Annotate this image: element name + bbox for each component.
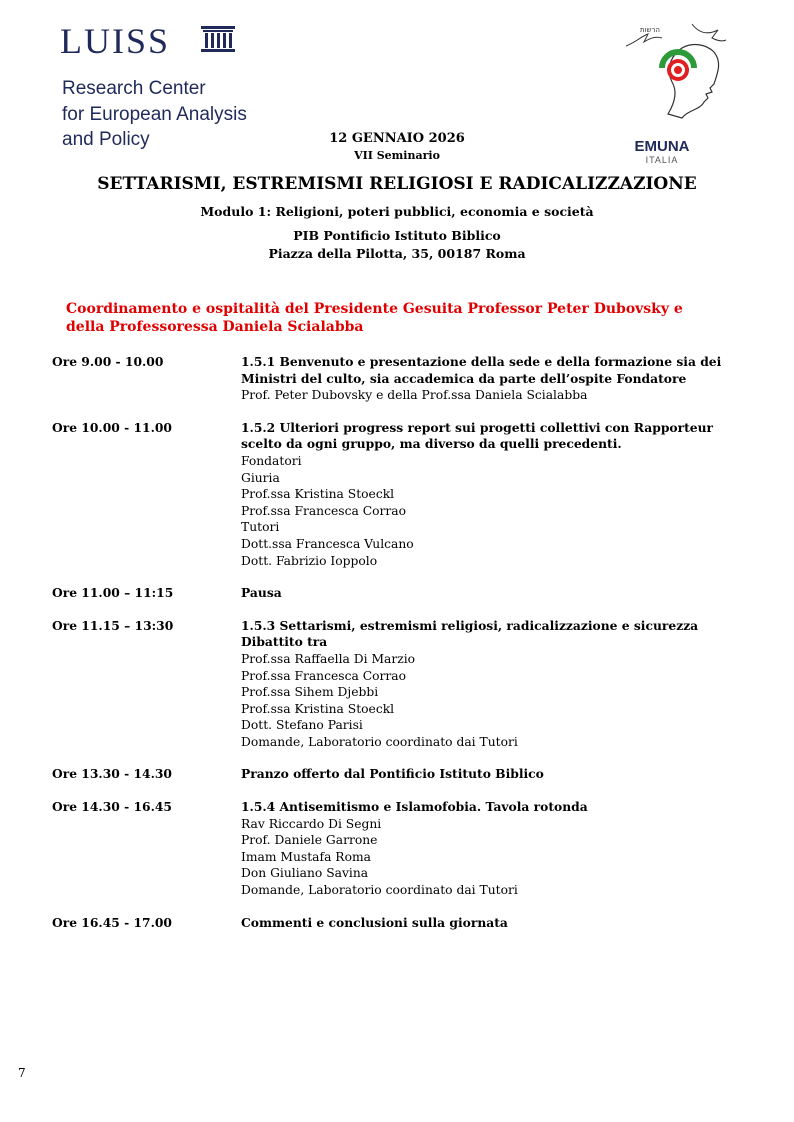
slot-content xyxy=(241,766,731,783)
slot-time: Ore 11.00 – 11:15 xyxy=(52,585,174,601)
slot-content xyxy=(241,420,731,569)
schedule-slot xyxy=(52,618,742,751)
module-title: Modulo 1: Religioni, poteri pubblici, economia e società xyxy=(200,204,594,219)
slot-time: Ore 10.00 - 11.00 xyxy=(52,419,172,435)
slot-speaker: Domande, Laboratorio coordinato dai Tutori xyxy=(241,883,518,898)
seminar-number: VII Seminario xyxy=(354,149,440,162)
slot-speaker: Dott. Fabrizio Ioppolo xyxy=(241,553,378,568)
slot-content xyxy=(241,618,731,751)
slot-content xyxy=(241,354,731,404)
emuna-name: EMUNA xyxy=(634,138,690,155)
rc-line: for European Analysis xyxy=(62,103,247,125)
schedule-slot xyxy=(52,420,742,569)
slot-speaker: Don Giuliano Savina xyxy=(241,866,369,881)
slot-speaker: Domande, Laboratorio coordinato dai Tutori xyxy=(241,734,518,749)
luiss-logo xyxy=(60,22,235,60)
column-icon xyxy=(201,26,235,56)
coordination-note: Coordinamento e ospitalità del Presidente Gesuita Professor Peter Dubovsky e della Professoressa Daniela Scialabba xyxy=(66,301,683,335)
slot-speaker: Prof.ssa Francesca Corrao xyxy=(241,503,407,518)
venue-address: Piazza della Pilotta, 35, 00187 Roma xyxy=(268,246,526,261)
slot-time: Ore 14.30 - 16.45 xyxy=(52,799,172,815)
slot-speaker: Prof.ssa Francesca Corrao xyxy=(241,668,407,683)
slot-speaker: Prof.ssa Sihem Djebbi xyxy=(241,685,379,700)
event-date: 12 GENNAIO 2026 xyxy=(329,131,465,146)
schedule-slot xyxy=(52,915,742,932)
slot-heading: 1.5.1 Benvenuto e presentazione della sede e della formazione sia dei Ministri del culto, sia accademica da parte dell’ospite Fondatore xyxy=(241,354,722,386)
slot-heading: Pranzo offerto dal Pontificio Istituto Biblico xyxy=(241,766,544,782)
slot-speaker: Rav Riccardo Di Segni xyxy=(241,816,382,831)
slot-heading: Pausa xyxy=(241,585,282,601)
slot-content xyxy=(241,585,731,602)
luiss-wordmark: LUISS xyxy=(60,21,171,61)
schedule-slot xyxy=(52,585,742,602)
slot-time: Ore 11.15 – 13:30 xyxy=(52,617,174,633)
slot-speaker: Prof. Peter Dubovsky e della Prof.ssa Daniela Scialabba xyxy=(241,388,588,403)
emuna-profile-icon xyxy=(622,12,732,137)
slot-content xyxy=(241,915,731,932)
rc-line: Research Center xyxy=(62,78,206,99)
slot-speaker: Dott. Stefano Parisi xyxy=(241,718,363,733)
emuna-subtitle: ITALIA xyxy=(645,155,679,165)
slot-heading: Commenti e conclusioni sulla giornata xyxy=(241,914,508,930)
schedule-slot xyxy=(52,354,742,404)
slot-speaker: Prof. Daniele Garrone xyxy=(241,833,378,848)
venue-name: PIB Pontificio Istituto Biblico xyxy=(293,228,501,243)
slot-speaker: Dott.ssa Francesca Vulcano xyxy=(241,536,414,551)
schedule-slot xyxy=(52,766,742,783)
schedule-slot xyxy=(52,799,742,899)
slot-speaker: Imam Mustafa Roma xyxy=(241,849,371,864)
slot-speaker: Tutori xyxy=(241,520,280,535)
schedule xyxy=(52,354,742,947)
rc-line: and Policy xyxy=(62,129,150,150)
slot-speaker: Prof.ssa Kristina Stoeckl xyxy=(241,487,395,502)
slot-speaker: Prof.ssa Raffaella Di Marzio xyxy=(241,651,416,666)
slot-speaker: Prof.ssa Kristina Stoeckl xyxy=(241,701,395,716)
page-number: 7 xyxy=(18,1066,26,1080)
slot-time: Ore 13.30 - 14.30 xyxy=(52,766,172,782)
slot-heading: 1.5.2 Ulteriori progress report sui progetti collettivi con Rapporteur scelto da ogni gruppo, ma diverso da quelli precedenti. xyxy=(241,419,714,452)
slot-content xyxy=(241,799,731,899)
emuna-script: הרשות xyxy=(640,26,660,34)
slot-heading: 1.5.4 Antisemitismo e Islamofobia. Tavola rotonda xyxy=(241,799,588,815)
slot-speaker: Giuria xyxy=(241,470,280,485)
slot-speaker: Fondatori xyxy=(241,453,302,468)
page-title: SETTARISMI, ESTREMISMI RELIGIOSI E RADICALIZZAZIONE xyxy=(97,174,697,194)
slot-time: Ore 16.45 - 17.00 xyxy=(52,914,172,930)
slot-time: Ore 9.00 - 10.00 xyxy=(52,354,164,369)
slot-heading: 1.5.3 Settarismi, estremismi religiosi, radicalizzazione e sicurezza Dibattito tra xyxy=(241,617,699,650)
